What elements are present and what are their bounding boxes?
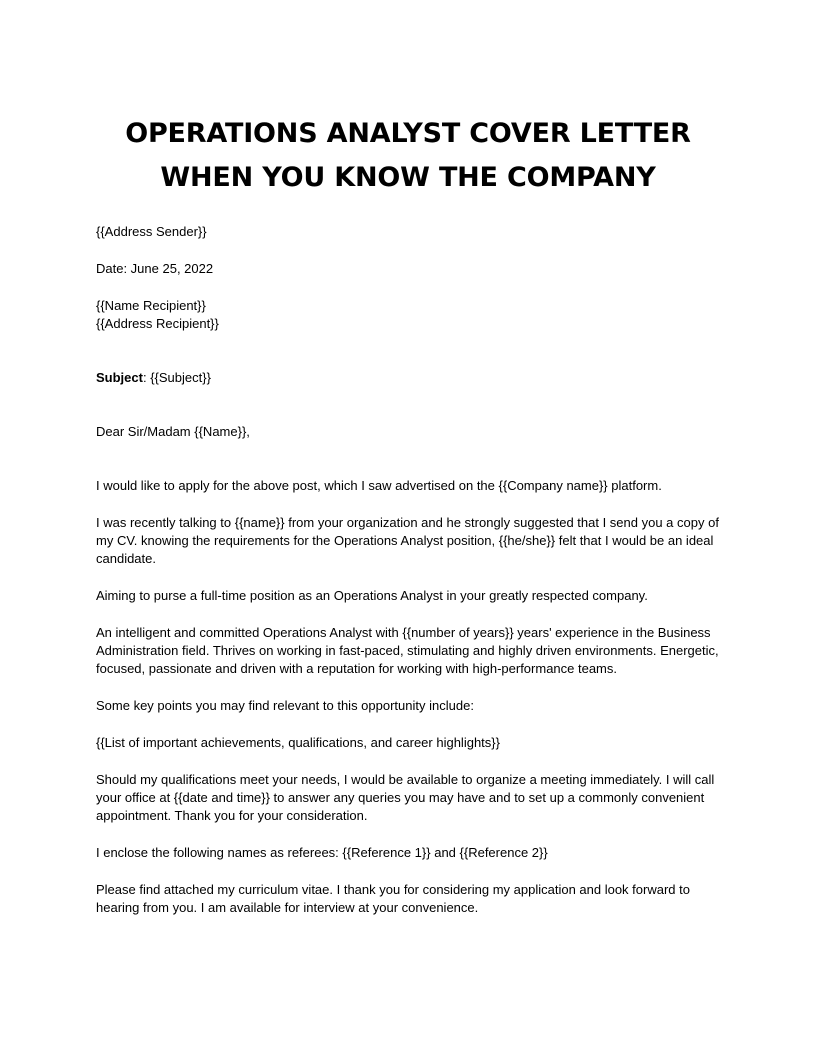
salutation: Dear Sir/Madam {{Name}}, xyxy=(96,424,250,439)
subject-label: Subject xyxy=(96,370,143,385)
title-line-1: OPERATIONS ANALYST COVER LETTER xyxy=(125,118,691,149)
address-recipient: {{Address Recipient}} xyxy=(96,316,219,331)
name-recipient: {{Name Recipient}} xyxy=(96,298,206,313)
paragraph: I was recently talking to {{name}} from your organization and he strongly suggested that I send you a copy of my CV. knowing the requirements for the Operations Analyst position, {{he/she}} felt that I would be an ideal candidate. xyxy=(96,515,723,566)
paragraph: Aiming to purse a full-time position as an Operations Analyst in your greatly respected company. xyxy=(96,588,648,603)
paragraph: Should my qualifications meet your needs, I would be available to organize a meeting immediately. I will call your office at {{date and time}} to answer any queries you may have and to set up a commonly convenient appointment. Thank you for your consideration. xyxy=(96,772,718,823)
paragraph: An intelligent and committed Operations Analyst with {{number of years}} years' experience in the Business Administration field. Thrives on working in fast-paced, stimulating and highly driven environments. Energetic, focused, passionate and driven with a reputation for working with high-performance teams. xyxy=(96,625,723,676)
address-sender: {{Address Sender}} xyxy=(96,224,207,239)
paragraph: I enclose the following names as referees: {{Reference 1}} and {{Reference 2}} xyxy=(96,845,548,860)
subject-line xyxy=(96,369,726,387)
document-title xyxy=(96,112,720,200)
letter-body xyxy=(96,223,726,917)
paragraph: {{List of important achievements, qualifications, and career highlights}} xyxy=(96,735,500,750)
paragraph: I would like to apply for the above post, which I saw advertised on the {{Company name}} platform. xyxy=(96,478,662,493)
subject-value: : {{Subject}} xyxy=(142,370,211,385)
paragraph: Please find attached my curriculum vitae. I thank you for considering my application and look forward to hearing from you. I am available for interview at your convenience. xyxy=(96,882,694,915)
title-line-2: WHEN YOU KNOW THE COMPANY xyxy=(160,162,656,193)
paragraph: Some key points you may find relevant to this opportunity include: xyxy=(96,698,474,713)
letter-date: Date: June 25, 2022 xyxy=(96,261,214,276)
